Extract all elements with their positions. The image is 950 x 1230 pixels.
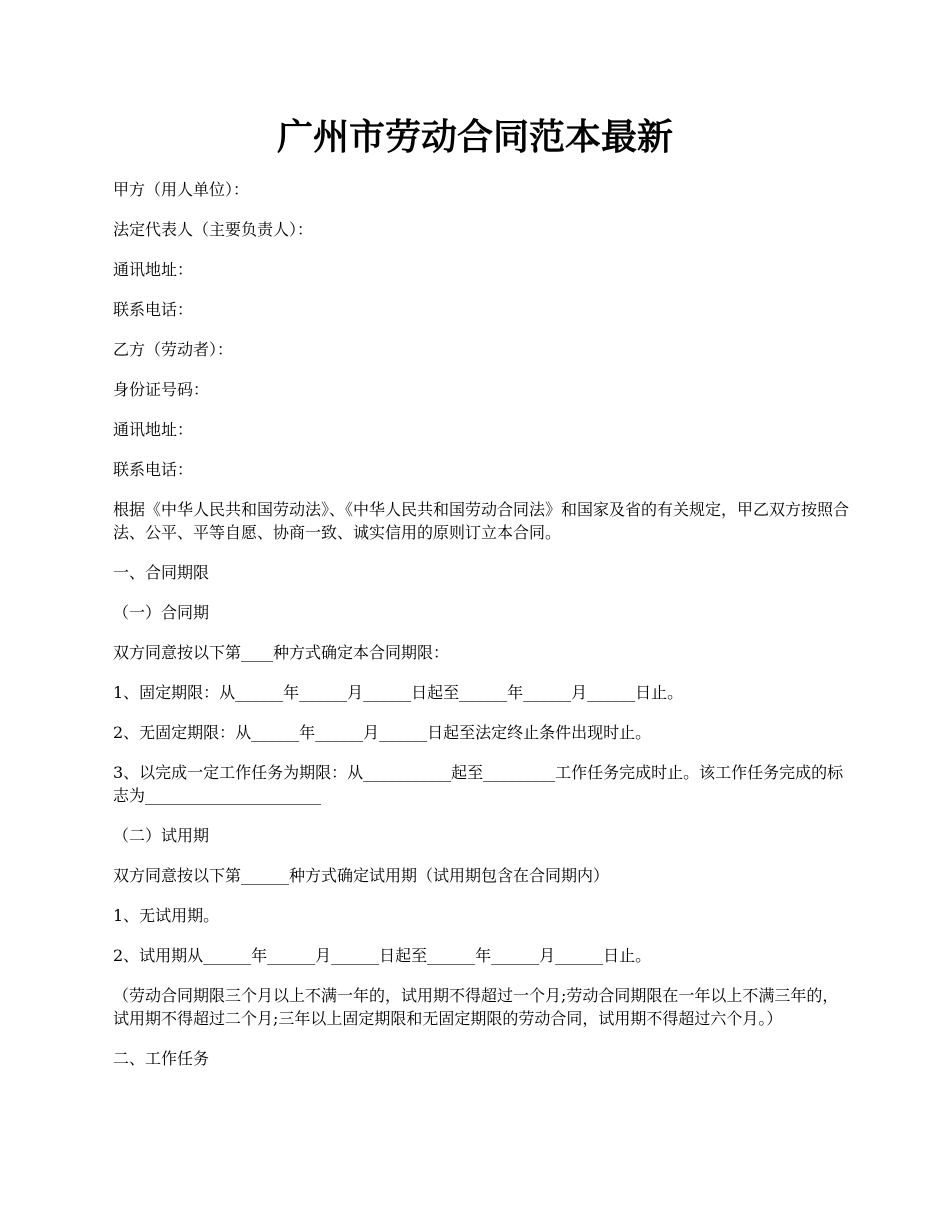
party-b-phone-line: 联系电话： [113, 460, 194, 479]
subsection-heading-contract-period: （一）合同期 [113, 603, 210, 622]
open-ended-term-line: 2、无固定期限：从______年______月______日起至法定终止条件出现时止。 [113, 723, 652, 742]
probation-period-line: 2、试用期从______年______月______日起至______年______月______日止。 [113, 946, 652, 965]
probation-note-paragraph: （劳动合同期限三个月以上不满一年的，试用期不得超过一个月;劳动合同期限在一年以上不满三年的，试用期不得超过二个月;三年以上固定期限和无固定期限的劳动合同，试用期不得超过六个月。） [113, 986, 839, 1028]
section-heading-contract-term: 一、合同期限 [113, 563, 210, 582]
id-number-line: 身份证号码： [113, 380, 210, 399]
party-a-line: 甲方（用人单位）： [113, 180, 250, 199]
party-b-address-line: 通讯地址： [113, 420, 194, 439]
document-title: 广州市劳动合同范本最新 [276, 116, 673, 158]
legal-representative-line: 法定代表人（主要负责人）： [113, 220, 314, 239]
party-a-address-line: 通讯地址： [113, 260, 194, 279]
document-body [113, 178, 853, 1087]
subsection-heading-probation: （二）试用期 [113, 826, 210, 845]
preamble-paragraph: 根据《中华人民共和国劳动法》、《中华人民共和国劳动合同法》和国家及省的有关规定，甲乙双方按照合法、公平、平等自愿、协商一致、诚实信用的原则订立本合同。 [113, 500, 850, 542]
section-heading-work-tasks: 二、工作任务 [113, 1049, 210, 1068]
no-probation-line: 1、无试用期。 [113, 906, 220, 925]
term-method-line: 双方同意按以下第____种方式确定本合同期限： [113, 643, 450, 662]
party-b-line: 乙方（劳动者）： [113, 340, 234, 359]
probation-method-line: 双方同意按以下第______种方式确定试用期（试用期包含在合同期内） [113, 866, 610, 885]
task-based-term-paragraph: 3、以完成一定工作任务为期限：从___________起至_________工作任务完成时止。该工作任务完成的标志为______________________ [113, 763, 844, 805]
party-a-phone-line: 联系电话： [113, 300, 194, 319]
fixed-term-line: 1、固定期限：从______年______月______日起至______年______月______日止。 [113, 683, 684, 702]
